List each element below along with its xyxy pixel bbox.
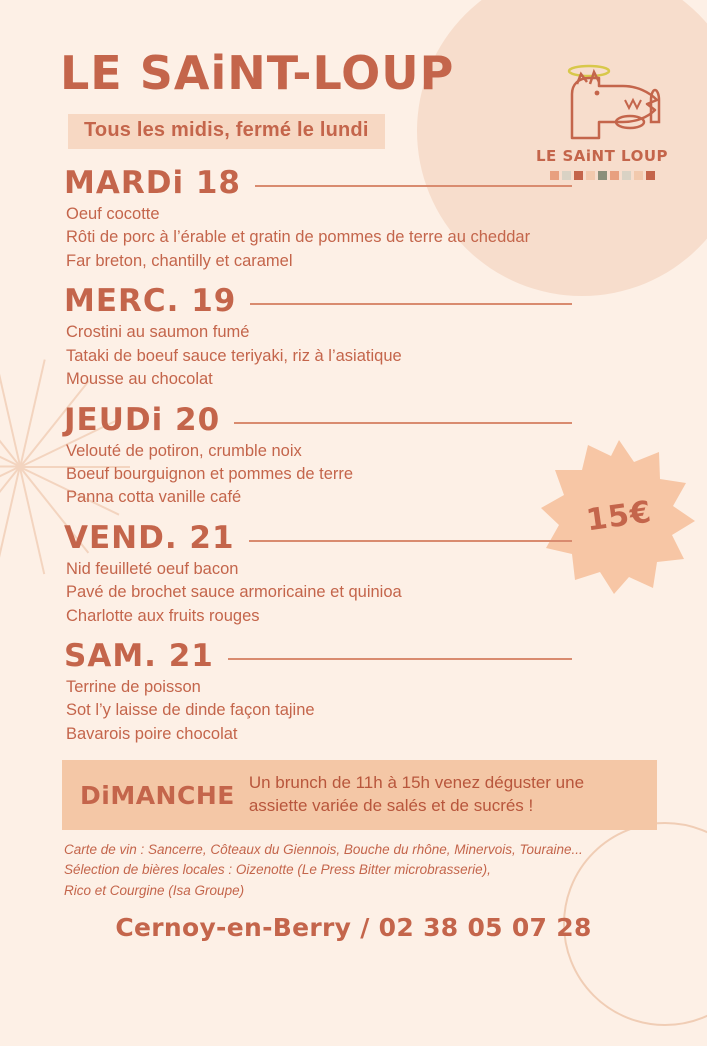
menu-day-header xyxy=(64,520,667,556)
menu-day-divider xyxy=(255,185,572,187)
menu-dish: Bavarois poire chocolat xyxy=(66,724,238,743)
menu-day-name: MARDi 18 xyxy=(64,165,242,201)
menu-day-header xyxy=(64,283,667,319)
menu-dish: Sot l’y laisse de dinde façon tajine xyxy=(66,701,315,720)
menu-day xyxy=(40,638,667,746)
menu-day-divider xyxy=(249,540,572,542)
beer-list-line-2: Rico et Courgine (Isa Groupe) xyxy=(64,882,245,898)
menu-dish: Panna cotta vanille café xyxy=(66,488,242,507)
logo-name: LE SAiNT LOUP xyxy=(535,147,669,165)
price-badge-value: 15€ xyxy=(584,494,654,538)
menu-day-dishes xyxy=(66,321,667,391)
menu-day xyxy=(40,165,667,273)
opening-hours-banner: Tous les midis, fermé le lundi xyxy=(68,114,385,149)
menu-day-dishes xyxy=(66,676,667,746)
page-title: LE SAiNT-LOUP xyxy=(60,46,455,100)
menu-day-name: VEND. 21 xyxy=(64,519,235,556)
menu-day-header xyxy=(64,638,667,674)
menu-day xyxy=(40,520,667,628)
menu-day-dishes xyxy=(66,203,667,273)
menu-dish: Pavé de brochet sauce armoricaine et quinioa xyxy=(66,583,402,602)
menu-dish: Rôti de porc à l’érable et gratin de pommes de terre au cheddar xyxy=(66,228,531,247)
beer-list-line: Sélection de bières locales : Oizenotte (Le Press Bitter microbrasserie), xyxy=(64,862,491,878)
menu-day-name: JEUDi 20 xyxy=(64,401,221,438)
menu-dish: Tataki de boeuf sauce teriyaki, riz à l’asiatique xyxy=(66,346,402,365)
menu-dish: Boeuf bourguignon et pommes de terre xyxy=(66,464,354,483)
menu-dish: Nid feuilleté oeuf bacon xyxy=(66,559,239,578)
menu-days-list xyxy=(40,165,667,746)
menu-day-name: SAM. 21 xyxy=(64,638,214,675)
menu-dish: Charlotte aux fruits rouges xyxy=(66,606,260,625)
menu-day-divider xyxy=(228,658,572,660)
menu-dish: Terrine de poisson xyxy=(66,678,201,697)
restaurant-logo xyxy=(517,60,687,180)
menu-day-dishes xyxy=(66,558,667,628)
drinks-notes xyxy=(64,840,667,901)
logo-pixel-row xyxy=(517,171,687,180)
menu-dish: Crostini au saumon fumé xyxy=(66,323,250,342)
sunday-label: DiMANCHE xyxy=(80,780,235,810)
menu-day-dishes xyxy=(66,440,667,510)
menu-day-divider xyxy=(234,422,572,424)
wine-list-line: Carte de vin : Sancerre, Côteaux du Giennois, Bouche du rhône, Minervois, Touraine... xyxy=(64,842,583,858)
menu-day-divider xyxy=(250,303,572,305)
sunday-description: Un brunch de 11h à 15h venez déguster une assiette variée de salés et de sucrés ! xyxy=(248,773,585,816)
menu-dish: Velouté de potiron, crumble noix xyxy=(66,441,302,460)
contact-line: Cernoy-en-Berry / 02 38 05 07 28 xyxy=(115,912,592,942)
wolf-logo-icon xyxy=(527,60,677,140)
menu-day xyxy=(40,402,667,510)
menu-day-header xyxy=(64,402,667,438)
menu-day xyxy=(40,283,667,391)
menu-dish: Oeuf cocotte xyxy=(66,205,160,223)
menu-dish: Far breton, chantilly et caramel xyxy=(66,251,293,270)
sunday-brunch-block xyxy=(62,760,657,830)
menu-day-name: MERC. 19 xyxy=(64,283,237,320)
menu-dish: Mousse au chocolat xyxy=(66,370,213,389)
